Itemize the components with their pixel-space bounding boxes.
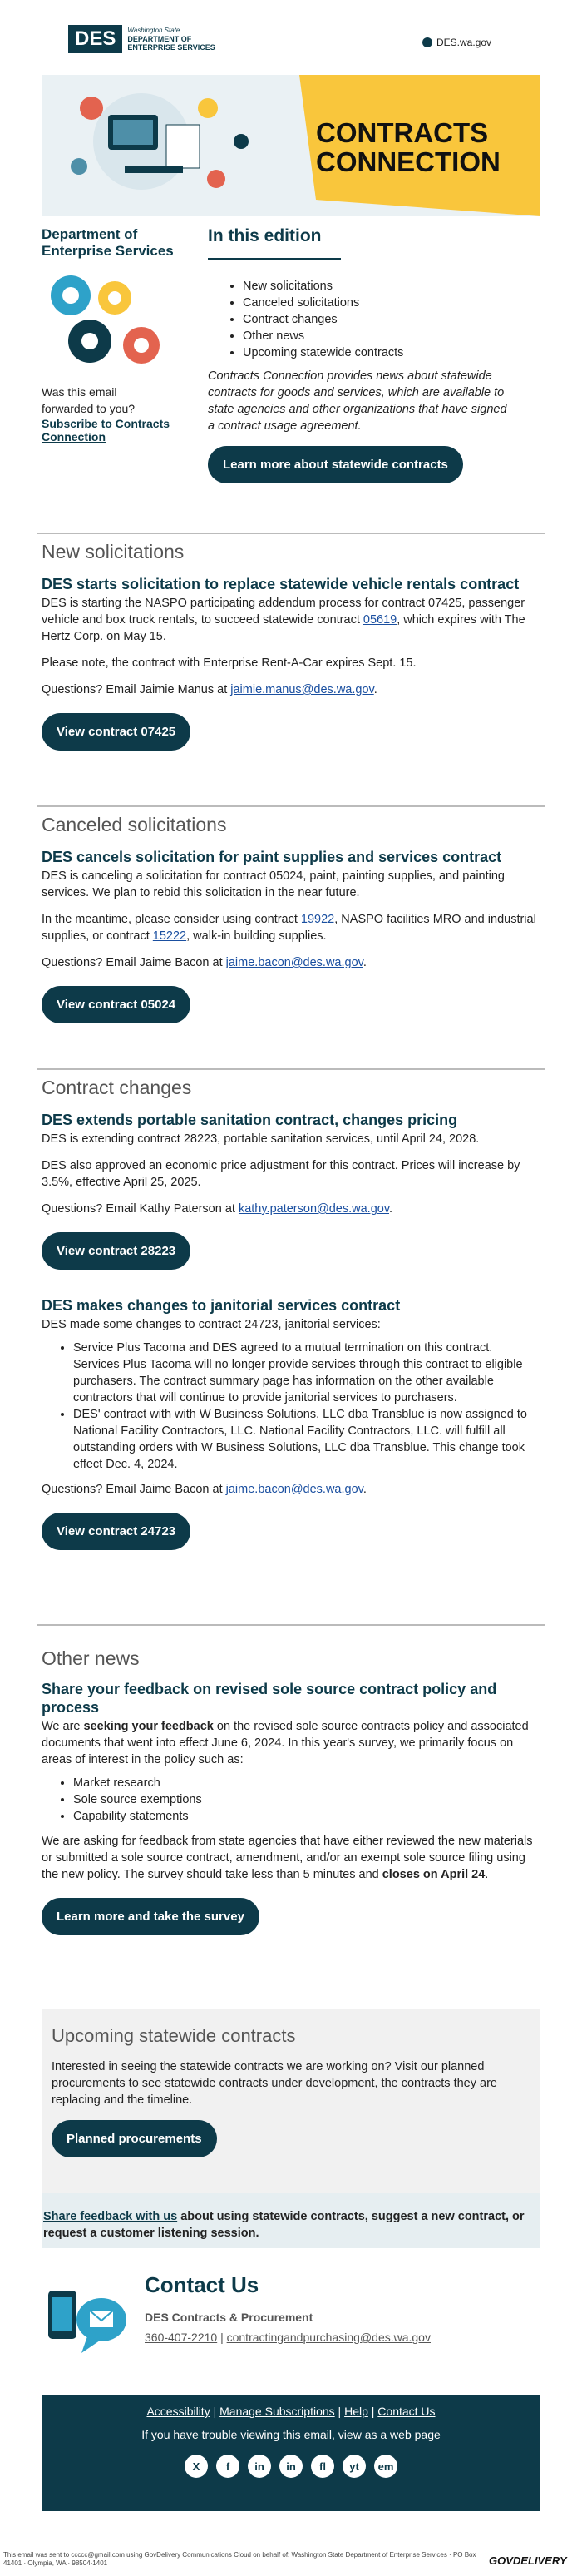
canceled-p2-c: , walk-in building supplies. (186, 929, 327, 943)
x-icon[interactable]: X (185, 2455, 208, 2478)
a1-q-end: . (389, 1202, 393, 1216)
sole-source-bullet: • Sole source exemptions (73, 1791, 540, 1808)
new-question (42, 681, 540, 698)
janitorial-p1: DES made some changes to contract 24723, janitorial services: (42, 1318, 381, 1331)
email-link[interactable]: kathy.paterson@des.wa.gov (238, 1202, 389, 1216)
ss-p2-a: We are asking for feedback from state agencies that have either reviewed the new materials or submitted a sole source contract, amendment, and/or an exempt sole source filing using the new policy. The survey should take less than 5 minutes and (42, 1835, 533, 1881)
email-link[interactable]: jaime.bacon@des.wa.gov (225, 956, 363, 969)
globe-icon (422, 37, 432, 47)
social-row (42, 2455, 540, 2478)
learn-statewide-button[interactable]: Learn more about statewide contracts (208, 446, 463, 483)
forwarded-text: Was this email forwarded to you? (42, 385, 136, 415)
new-p1-b: , which expires with The Hertz Corp. on May 15. (42, 613, 525, 643)
section-changes (42, 1077, 540, 1550)
site-link[interactable] (422, 37, 491, 48)
new-p1 (42, 595, 540, 645)
logo-line2: DEPARTMENT OF (127, 35, 192, 43)
edition-intro: Contracts Connection provides news about statewide contracts for goods and services, which are available to state agencies and other organizations that have signed a contract usage agreement. (208, 369, 507, 433)
share-feedback-link[interactable]: Share feedback with us (43, 2210, 178, 2223)
view-contract-24723-button[interactable]: View contract 24723 (42, 1513, 190, 1550)
new-p1-a: DES is starting the NASPO participating addendum process for contract 07425, passenger vehicle and box truck rentals, to succeed statewide contract (42, 597, 525, 627)
sidebar (42, 226, 191, 443)
footer-sep: | (210, 2405, 220, 2418)
web-page-link[interactable]: web page (390, 2428, 441, 2441)
section-canceled (42, 814, 540, 1023)
edition-item: • Contract changes (243, 311, 540, 328)
feedback-rest: about using statewide contracts, suggest a new contract, or request a customer listening session. (43, 2210, 525, 2240)
edition (208, 226, 540, 483)
hr-2 (37, 805, 545, 807)
edition-divider (208, 258, 341, 260)
email-link[interactable]: jaime.bacon@des.wa.gov (225, 1483, 363, 1496)
upcoming-heading: Upcoming statewide contracts (52, 2025, 296, 2046)
banner (42, 75, 540, 216)
flickr-icon[interactable]: fl (311, 2455, 334, 2478)
header (0, 0, 582, 68)
hr-3 (37, 1068, 545, 1070)
footer-links (42, 2405, 540, 2418)
a2-q-end: . (363, 1483, 367, 1496)
new-q-end: . (373, 683, 377, 696)
contact-email-link[interactable]: contractingandpurchasing@des.wa.gov (226, 2331, 431, 2344)
hr-4 (37, 1624, 545, 1626)
contact-heading: Contact Us (145, 2272, 259, 2297)
section-new (42, 541, 540, 751)
email-icon[interactable]: em (374, 2455, 397, 2478)
footer-link-contact-us[interactable]: Contact Us (377, 2405, 436, 2418)
canceled-question (42, 954, 540, 971)
ss-p2-bold: closes on April 24 (382, 1868, 486, 1881)
janitorial-list (42, 1340, 540, 1473)
facebook-icon[interactable]: f (216, 2455, 239, 2478)
canceled-p1: DES is canceling a solicitation for contract 05024, paint, painting supplies, and painting services. We plan to rebid this solicitation in the near future. (42, 869, 505, 899)
edition-item: • New solicitations (243, 278, 540, 295)
org-line1: Department of (42, 226, 138, 242)
logo-line3: ENTERPRISE SERVICES (127, 43, 215, 52)
view-contract-07425-button[interactable]: View contract 07425 (42, 713, 190, 751)
planned-procurements-button[interactable]: Planned procurements (52, 2120, 217, 2157)
legal-bar (0, 2548, 582, 2573)
banner-title-line2: CONNECTION (316, 146, 501, 177)
footer-sep: | (367, 2405, 378, 2418)
canceled-q-end: . (363, 956, 367, 969)
sole-source-bullet: • Market research (73, 1775, 540, 1791)
sole-source-p1 (42, 1718, 540, 1768)
banner-title (316, 118, 501, 176)
sanitation-p1: DES is extending contract 28223, portable sanitation services, until April 24, 2028. (42, 1132, 480, 1146)
view-contract-05024-button[interactable]: View contract 05024 (42, 986, 190, 1023)
sole-source-p2 (42, 1833, 540, 1883)
email-link[interactable]: jaimie.manus@des.wa.gov (230, 683, 374, 696)
canceled-p2-b: , NASPO facilities MRO and industrial supplies, or contract (42, 913, 536, 943)
edition-item: • Upcoming statewide contracts (243, 344, 540, 361)
banner-title-line1: CONTRACTS (316, 117, 489, 148)
ss-p1-bold: seeking your feedback (83, 1720, 214, 1733)
a1-q-text: Questions? Email Kathy Paterson at (42, 1202, 239, 1216)
des-logo[interactable] (68, 25, 215, 53)
contact-sep: | (217, 2331, 227, 2344)
contract-15222-link[interactable]: 15222 (152, 929, 187, 943)
org-name (42, 226, 191, 260)
youtube-icon[interactable]: yt (343, 2455, 366, 2478)
janitorial-title: DES makes changes to janitorial services contract (42, 1297, 401, 1314)
new-title: DES starts solicitation to replace statewide vehicle rentals contract (42, 576, 520, 592)
footer-sep: | (334, 2405, 345, 2418)
hr-1 (37, 533, 545, 534)
janitorial-bullet: • DES' contract with with W Business Solutions, LLC dba Transblue is now assigned to National Facility Contractors, LLC. National Facility Contractors, LLC. will fulfill all outstanding orders with W Business Solutions, LLC dba Transblue. This change took effect Dec. 4, 2024. (73, 1406, 540, 1473)
edition-list (208, 278, 540, 361)
contact (42, 2267, 540, 2367)
contract-19922-link[interactable]: 19922 (300, 913, 335, 926)
footer-link-help[interactable]: Help (344, 2405, 368, 2418)
govdelivery-logo[interactable]: GOVDELIVERY (489, 2554, 567, 2567)
logo-acronym: DES (68, 25, 122, 53)
ss-p2-b: . (485, 1868, 489, 1881)
contact-org: DES Contracts & Procurement (145, 2311, 313, 2324)
org-line2: Enterprise Services (42, 243, 174, 259)
contract-05619-link[interactable]: 05619 (363, 613, 397, 627)
footer-link-accessibility[interactable]: Accessibility (146, 2405, 210, 2418)
canceled-heading: Canceled solicitations (42, 814, 227, 835)
feedback-text (43, 2208, 539, 2242)
other-news-heading: Other news (42, 1647, 140, 1669)
section-other-news (42, 1632, 540, 1935)
new-q-text: Questions? Email Jaimie Manus at (42, 683, 231, 696)
logo-line1: Washington State (127, 27, 180, 34)
gears-icon (42, 266, 175, 374)
sanitation-p2: DES also approved an economic price adjustment for this contract. Prices will increase by 3.5%, effective April 25, 2025. (42, 1159, 520, 1189)
janitorial-bullet: • Service Plus Tacoma and DES agreed to a mutual termination on this contract. Services Plus Tacoma will no longer provide services through this contract to eligible purchasers. The contract summary page has information on the other available contractors that will continue to provide janitorial services to purchasers. (73, 1340, 540, 1406)
ss-p1-b: on the revised sole source contracts policy and associated documents that went into effect June 6, 2024. In this year's survey, we primarily focus on areas of interest in the policy such as: (42, 1720, 529, 1766)
janitorial-question (42, 1481, 540, 1498)
feedback-box (42, 2193, 540, 2248)
trouble-prefix: If you have trouble viewing this email, view as a (141, 2428, 391, 2441)
trouble-text (42, 2428, 540, 2441)
canceled-p2 (42, 911, 540, 944)
contact-icon (42, 2274, 133, 2365)
site-link-text: DES.wa.gov (436, 37, 492, 48)
view-contract-28223-button[interactable]: View contract 28223 (42, 1232, 190, 1270)
canceled-title: DES cancels solicitation for paint supplies and services contract (42, 849, 502, 865)
footer-link-manage-subscriptions[interactable]: Manage Subscriptions (219, 2405, 335, 2418)
edition-item: • Canceled solicitations (243, 295, 540, 311)
new-heading: New solicitations (42, 541, 185, 562)
contact-links (145, 2331, 431, 2344)
canceled-p2-a: In the meantime, please consider using contract (42, 913, 301, 926)
legal-text: This email was sent to ccccc@gmail.com using GovDelivery Communications Cloud on behalf of: Washington State Department of Enterprise Services · PO Box 41401 · Olympia, WA · 98504-1401 (3, 2551, 476, 2567)
a2-q-text: Questions? Email Jaime Bacon at (42, 1483, 226, 1496)
take-survey-button[interactable]: Learn more and take the survey (42, 1898, 259, 1935)
new-p2: Please note, the contract with Enterprise Rent-A-Car expires Sept. 15. (42, 656, 417, 670)
subscribe-link[interactable]: Subscribe to Contracts Connection (42, 417, 170, 443)
linkedin-icon[interactable]: in (279, 2455, 303, 2478)
linkedin-icon[interactable]: in (248, 2455, 271, 2478)
changes-heading: Contract changes (42, 1077, 192, 1098)
edition-heading: In this edition (208, 226, 322, 245)
canceled-q-text: Questions? Email Jaime Bacon at (42, 956, 226, 969)
edition-item: • Other news (243, 328, 540, 344)
sole-source-list (42, 1775, 540, 1825)
sole-source-bullet: • Capability statements (73, 1808, 540, 1825)
section-upcoming (42, 2009, 540, 2193)
sole-source-title: Share your feedback on revised sole source contract policy and process (42, 1681, 497, 1716)
ss-p1-a: We are (42, 1720, 84, 1733)
footer (42, 2395, 540, 2511)
sanitation-title: DES extends portable sanitation contract, changes pricing (42, 1112, 458, 1128)
sanitation-question (42, 1201, 540, 1217)
phone-link[interactable]: 360-407-2210 (145, 2331, 218, 2344)
upcoming-p1: Interested in seeing the statewide contracts we are working on? Visit our planned procurements to see statewide contracts under development, the contracts they are replacing and the timeline. (52, 2060, 497, 2107)
